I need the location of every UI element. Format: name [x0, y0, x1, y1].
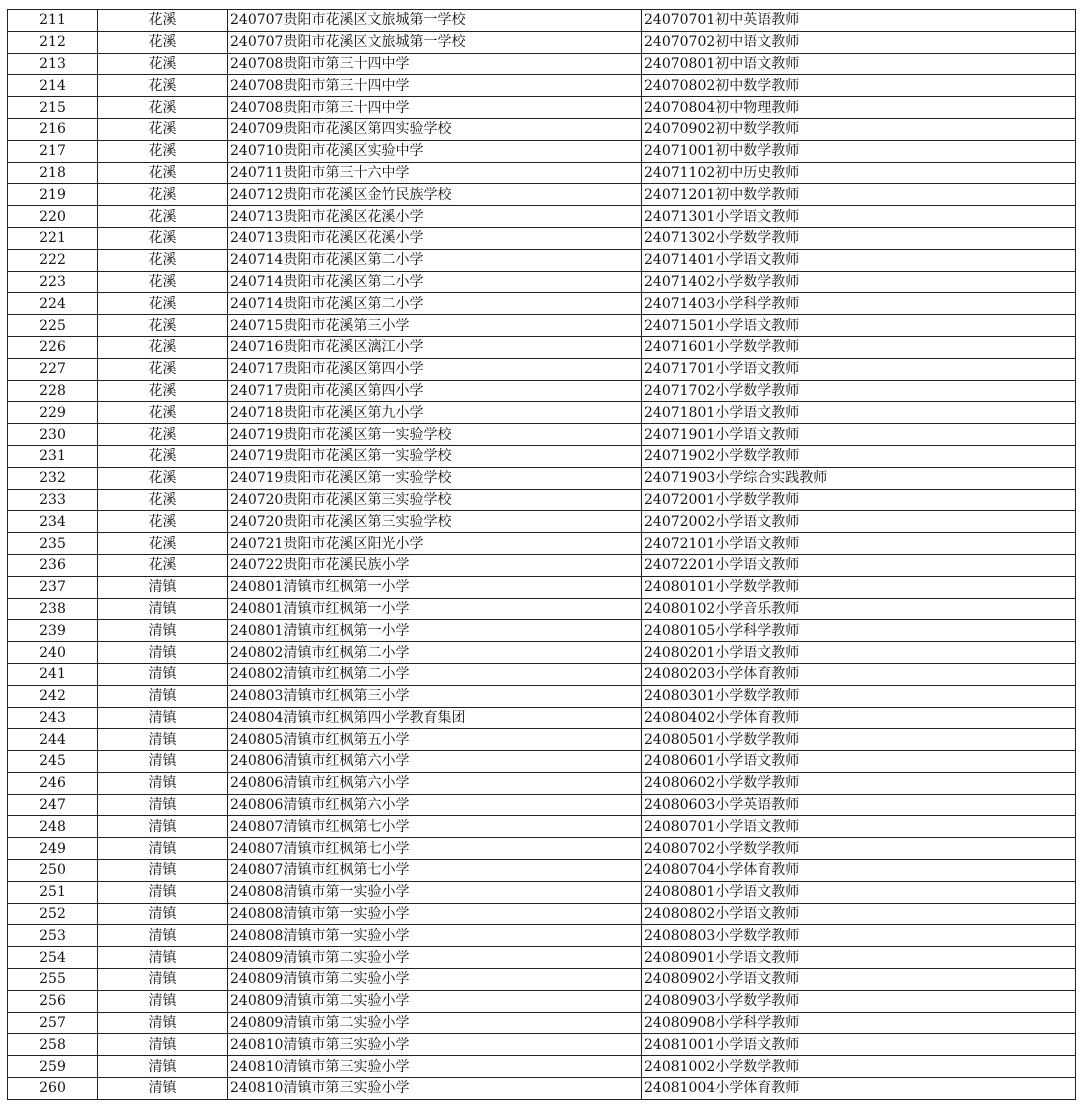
row-number-cell: 250: [8, 860, 98, 882]
position-cell: 24072001小学数学教师: [642, 489, 1076, 511]
table-row: [8, 947, 1076, 969]
position-cell: 24071201初中数学教师: [642, 184, 1076, 206]
row-number-cell: 254: [8, 947, 98, 969]
row-number-cell: 216: [8, 118, 98, 140]
position-cell: 24071401小学语文教师: [642, 249, 1076, 271]
district-cell: 清镇: [98, 751, 228, 773]
position-cell: 24081001小学语文教师: [642, 1034, 1076, 1056]
position-cell: 24071902小学数学教师: [642, 445, 1076, 467]
district-cell: 清镇: [98, 707, 228, 729]
row-number-cell: 240: [8, 642, 98, 664]
position-cell: 24080301小学数学教师: [642, 685, 1076, 707]
position-cell: 24072101小学语文教师: [642, 533, 1076, 555]
table-row: [8, 794, 1076, 816]
table-row: [8, 1056, 1076, 1078]
district-cell: 花溪: [98, 358, 228, 380]
district-cell: 花溪: [98, 75, 228, 97]
school-cell: 240808清镇市第一实验小学: [228, 925, 642, 947]
row-number-cell: 220: [8, 206, 98, 228]
position-cell: 24080603小学英语教师: [642, 794, 1076, 816]
district-cell: 清镇: [98, 925, 228, 947]
school-cell: 240807清镇市红枫第七小学: [228, 838, 642, 860]
position-cell: 24080101小学数学教师: [642, 576, 1076, 598]
row-number-cell: 226: [8, 336, 98, 358]
row-number-cell: 248: [8, 816, 98, 838]
row-number-cell: 253: [8, 925, 98, 947]
school-cell: 240808清镇市第一实验小学: [228, 881, 642, 903]
district-cell: 清镇: [98, 1056, 228, 1078]
table-row: [8, 816, 1076, 838]
table-row: [8, 642, 1076, 664]
district-cell: 清镇: [98, 1078, 228, 1100]
row-number-cell: 241: [8, 663, 98, 685]
table-row: [8, 489, 1076, 511]
position-cell: 24070802初中数学教师: [642, 75, 1076, 97]
table-row: [8, 140, 1076, 162]
school-cell: 240807清镇市红枫第七小学: [228, 816, 642, 838]
school-cell: 240802清镇市红枫第二小学: [228, 663, 642, 685]
position-cell: 24080908小学科学教师: [642, 1012, 1076, 1034]
table-row: [8, 969, 1076, 991]
table-row: [8, 118, 1076, 140]
table-row: [8, 1034, 1076, 1056]
district-cell: 花溪: [98, 293, 228, 315]
position-cell: 24072201小学语文教师: [642, 554, 1076, 576]
table-row: [8, 620, 1076, 642]
school-cell: 240719贵阳市花溪区第一实验学校: [228, 424, 642, 446]
district-cell: 清镇: [98, 990, 228, 1012]
row-number-cell: 239: [8, 620, 98, 642]
positions-table: [7, 9, 1076, 1100]
school-cell: 240713贵阳市花溪区花溪小学: [228, 227, 642, 249]
table-row: [8, 533, 1076, 555]
table-row: [8, 184, 1076, 206]
school-cell: 240804清镇市红枫第四小学教育集团: [228, 707, 642, 729]
district-cell: 花溪: [98, 10, 228, 32]
row-number-cell: 235: [8, 533, 98, 555]
district-cell: 清镇: [98, 969, 228, 991]
district-cell: 花溪: [98, 97, 228, 119]
school-cell: 240720贵阳市花溪区第三实验学校: [228, 489, 642, 511]
row-number-cell: 258: [8, 1034, 98, 1056]
table-row: [8, 772, 1076, 794]
position-cell: 24080602小学数学教师: [642, 772, 1076, 794]
district-cell: 花溪: [98, 140, 228, 162]
table-row: [8, 206, 1076, 228]
school-cell: 240801清镇市红枫第一小学: [228, 576, 642, 598]
row-number-cell: 232: [8, 467, 98, 489]
table-row: [8, 315, 1076, 337]
school-cell: 240717贵阳市花溪区第四小学: [228, 358, 642, 380]
district-cell: 清镇: [98, 663, 228, 685]
row-number-cell: 227: [8, 358, 98, 380]
district-cell: 清镇: [98, 620, 228, 642]
table-row: [8, 881, 1076, 903]
district-cell: 清镇: [98, 576, 228, 598]
table-row: [8, 424, 1076, 446]
position-cell: 24071702小学数学教师: [642, 380, 1076, 402]
position-cell: 24080901小学语文教师: [642, 947, 1076, 969]
row-number-cell: 219: [8, 184, 98, 206]
position-cell: 24071601小学数学教师: [642, 336, 1076, 358]
row-number-cell: 236: [8, 554, 98, 576]
position-cell: 24071403小学科学教师: [642, 293, 1076, 315]
table-row: [8, 53, 1076, 75]
position-cell: 24081002小学数学教师: [642, 1056, 1076, 1078]
table-row: [8, 685, 1076, 707]
table-row: [8, 75, 1076, 97]
row-number-cell: 244: [8, 729, 98, 751]
school-cell: 240807清镇市红枫第七小学: [228, 860, 642, 882]
district-cell: 清镇: [98, 772, 228, 794]
position-cell: 24080102小学音乐教师: [642, 598, 1076, 620]
row-number-cell: 255: [8, 969, 98, 991]
position-cell: 24080701小学语文教师: [642, 816, 1076, 838]
row-number-cell: 222: [8, 249, 98, 271]
table-row: [8, 293, 1076, 315]
school-cell: 240809清镇市第二实验小学: [228, 1012, 642, 1034]
district-cell: 花溪: [98, 467, 228, 489]
table-row: [8, 162, 1076, 184]
school-cell: 240711贵阳市第三十六中学: [228, 162, 642, 184]
school-cell: 240708贵阳市第三十四中学: [228, 97, 642, 119]
row-number-cell: 225: [8, 315, 98, 337]
school-cell: 240809清镇市第二实验小学: [228, 947, 642, 969]
district-cell: 花溪: [98, 249, 228, 271]
school-cell: 240718贵阳市花溪区第九小学: [228, 402, 642, 424]
school-cell: 240708贵阳市第三十四中学: [228, 53, 642, 75]
school-cell: 240806清镇市红枫第六小学: [228, 751, 642, 773]
table-row: [8, 358, 1076, 380]
table-row: [8, 860, 1076, 882]
table-row: [8, 249, 1076, 271]
row-number-cell: 237: [8, 576, 98, 598]
school-cell: 240801清镇市红枫第一小学: [228, 620, 642, 642]
district-cell: 花溪: [98, 554, 228, 576]
row-number-cell: 218: [8, 162, 98, 184]
school-cell: 240810清镇市第三实验小学: [228, 1078, 642, 1100]
position-cell: 24071302小学数学教师: [642, 227, 1076, 249]
district-cell: 花溪: [98, 424, 228, 446]
row-number-cell: 211: [8, 10, 98, 32]
position-cell: 24071801小学语文教师: [642, 402, 1076, 424]
table-row: [8, 402, 1076, 424]
table-row: [8, 925, 1076, 947]
district-cell: 花溪: [98, 31, 228, 53]
school-cell: 240809清镇市第二实验小学: [228, 990, 642, 1012]
table-row: [8, 990, 1076, 1012]
school-cell: 240806清镇市红枫第六小学: [228, 772, 642, 794]
row-number-cell: 224: [8, 293, 98, 315]
district-cell: 花溪: [98, 271, 228, 293]
position-cell: 24070701初中英语教师: [642, 10, 1076, 32]
table-row: [8, 31, 1076, 53]
school-cell: 240712贵阳市花溪区金竹民族学校: [228, 184, 642, 206]
position-cell: 24071402小学数学教师: [642, 271, 1076, 293]
position-cell: 24071903小学综合实践教师: [642, 467, 1076, 489]
district-cell: 花溪: [98, 162, 228, 184]
table-row: [8, 336, 1076, 358]
row-number-cell: 247: [8, 794, 98, 816]
row-number-cell: 243: [8, 707, 98, 729]
district-cell: 花溪: [98, 402, 228, 424]
school-cell: 240802清镇市红枫第二小学: [228, 642, 642, 664]
district-cell: 花溪: [98, 184, 228, 206]
position-cell: 24071001初中数学教师: [642, 140, 1076, 162]
table-row: [8, 729, 1076, 751]
district-cell: 花溪: [98, 336, 228, 358]
table-row: [8, 445, 1076, 467]
district-cell: 花溪: [98, 315, 228, 337]
position-cell: 24070702初中语文教师: [642, 31, 1076, 53]
row-number-cell: 251: [8, 881, 98, 903]
district-cell: 清镇: [98, 598, 228, 620]
school-cell: 240708贵阳市第三十四中学: [228, 75, 642, 97]
school-cell: 240809清镇市第二实验小学: [228, 969, 642, 991]
position-cell: 24070801初中语文教师: [642, 53, 1076, 75]
school-cell: 240710贵阳市花溪区实验中学: [228, 140, 642, 162]
row-number-cell: 214: [8, 75, 98, 97]
table-row: [8, 271, 1076, 293]
school-cell: 240721贵阳市花溪区阳光小学: [228, 533, 642, 555]
position-cell: 24080903小学数学教师: [642, 990, 1076, 1012]
table-row: [8, 511, 1076, 533]
position-cell: 24080203小学体育教师: [642, 663, 1076, 685]
district-cell: 花溪: [98, 489, 228, 511]
position-cell: 24080704小学体育教师: [642, 860, 1076, 882]
district-cell: 花溪: [98, 227, 228, 249]
table-row: [8, 467, 1076, 489]
position-cell: 24070804初中物理教师: [642, 97, 1076, 119]
table-row: [8, 903, 1076, 925]
position-cell: 24080501小学数学教师: [642, 729, 1076, 751]
district-cell: 清镇: [98, 729, 228, 751]
table-row: [8, 227, 1076, 249]
district-cell: 清镇: [98, 860, 228, 882]
position-cell: 24080902小学语文教师: [642, 969, 1076, 991]
school-cell: 240709贵阳市花溪区第四实验学校: [228, 118, 642, 140]
district-cell: 清镇: [98, 947, 228, 969]
district-cell: 花溪: [98, 118, 228, 140]
school-cell: 240716贵阳市花溪区漓江小学: [228, 336, 642, 358]
district-cell: 花溪: [98, 380, 228, 402]
school-cell: 240803清镇市红枫第三小学: [228, 685, 642, 707]
row-number-cell: 246: [8, 772, 98, 794]
district-cell: 花溪: [98, 53, 228, 75]
table-row: [8, 751, 1076, 773]
row-number-cell: 234: [8, 511, 98, 533]
row-number-cell: 212: [8, 31, 98, 53]
table-row: [8, 10, 1076, 32]
position-cell: 24080802小学语文教师: [642, 903, 1076, 925]
position-cell: 24072002小学语文教师: [642, 511, 1076, 533]
district-cell: 清镇: [98, 794, 228, 816]
row-number-cell: 249: [8, 838, 98, 860]
district-cell: 清镇: [98, 903, 228, 925]
school-cell: 240714贵阳市花溪区第二小学: [228, 293, 642, 315]
row-number-cell: 259: [8, 1056, 98, 1078]
district-cell: 花溪: [98, 511, 228, 533]
position-cell: 24070902初中数学教师: [642, 118, 1076, 140]
school-cell: 240707贵阳市花溪区文旅城第一学校: [228, 31, 642, 53]
position-cell: 24080105小学科学教师: [642, 620, 1076, 642]
school-cell: 240810清镇市第三实验小学: [228, 1056, 642, 1078]
position-cell: 24081004小学体育教师: [642, 1078, 1076, 1100]
district-cell: 清镇: [98, 642, 228, 664]
row-number-cell: 217: [8, 140, 98, 162]
district-cell: 花溪: [98, 206, 228, 228]
row-number-cell: 245: [8, 751, 98, 773]
row-number-cell: 256: [8, 990, 98, 1012]
school-cell: 240801清镇市红枫第一小学: [228, 598, 642, 620]
school-cell: 240719贵阳市花溪区第一实验学校: [228, 467, 642, 489]
position-cell: 24071102初中历史教师: [642, 162, 1076, 184]
row-number-cell: 215: [8, 97, 98, 119]
position-cell: 24071701小学语文教师: [642, 358, 1076, 380]
school-cell: 240717贵阳市花溪区第四小学: [228, 380, 642, 402]
row-number-cell: 233: [8, 489, 98, 511]
school-cell: 240713贵阳市花溪区花溪小学: [228, 206, 642, 228]
row-number-cell: 223: [8, 271, 98, 293]
school-cell: 240707贵阳市花溪区文旅城第一学校: [228, 10, 642, 32]
table-row: [8, 380, 1076, 402]
position-cell: 24080801小学语文教师: [642, 881, 1076, 903]
position-cell: 24071901小学语文教师: [642, 424, 1076, 446]
row-number-cell: 230: [8, 424, 98, 446]
row-number-cell: 238: [8, 598, 98, 620]
position-cell: 24080702小学数学教师: [642, 838, 1076, 860]
school-cell: 240808清镇市第一实验小学: [228, 903, 642, 925]
row-number-cell: 231: [8, 445, 98, 467]
table-row: [8, 663, 1076, 685]
position-cell: 24080402小学体育教师: [642, 707, 1076, 729]
table-row: [8, 838, 1076, 860]
table-row: [8, 1012, 1076, 1034]
row-number-cell: 257: [8, 1012, 98, 1034]
table-body: [8, 10, 1076, 1100]
row-number-cell: 228: [8, 380, 98, 402]
position-cell: 24080201小学语文教师: [642, 642, 1076, 664]
school-cell: 240805清镇市红枫第五小学: [228, 729, 642, 751]
row-number-cell: 229: [8, 402, 98, 424]
school-cell: 240720贵阳市花溪区第三实验学校: [228, 511, 642, 533]
school-cell: 240714贵阳市花溪区第二小学: [228, 249, 642, 271]
row-number-cell: 242: [8, 685, 98, 707]
position-cell: 24080803小学数学教师: [642, 925, 1076, 947]
school-cell: 240714贵阳市花溪区第二小学: [228, 271, 642, 293]
row-number-cell: 213: [8, 53, 98, 75]
school-cell: 240810清镇市第三实验小学: [228, 1034, 642, 1056]
row-number-cell: 260: [8, 1078, 98, 1100]
school-cell: 240806清镇市红枫第六小学: [228, 794, 642, 816]
table-row: [8, 97, 1076, 119]
district-cell: 清镇: [98, 881, 228, 903]
row-number-cell: 252: [8, 903, 98, 925]
district-cell: 清镇: [98, 1034, 228, 1056]
table-row: [8, 1078, 1076, 1100]
row-number-cell: 221: [8, 227, 98, 249]
school-cell: 240722贵阳市花溪民族小学: [228, 554, 642, 576]
school-cell: 240715贵阳市花溪第三小学: [228, 315, 642, 337]
district-cell: 清镇: [98, 685, 228, 707]
position-cell: 24071301小学语文教师: [642, 206, 1076, 228]
table-row: [8, 554, 1076, 576]
district-cell: 清镇: [98, 816, 228, 838]
district-cell: 花溪: [98, 445, 228, 467]
district-cell: 花溪: [98, 533, 228, 555]
table-row: [8, 707, 1076, 729]
table-row: [8, 576, 1076, 598]
position-cell: 24080601小学语文教师: [642, 751, 1076, 773]
school-cell: 240719贵阳市花溪区第一实验学校: [228, 445, 642, 467]
table-row: [8, 598, 1076, 620]
position-cell: 24071501小学语文教师: [642, 315, 1076, 337]
district-cell: 清镇: [98, 838, 228, 860]
district-cell: 清镇: [98, 1012, 228, 1034]
